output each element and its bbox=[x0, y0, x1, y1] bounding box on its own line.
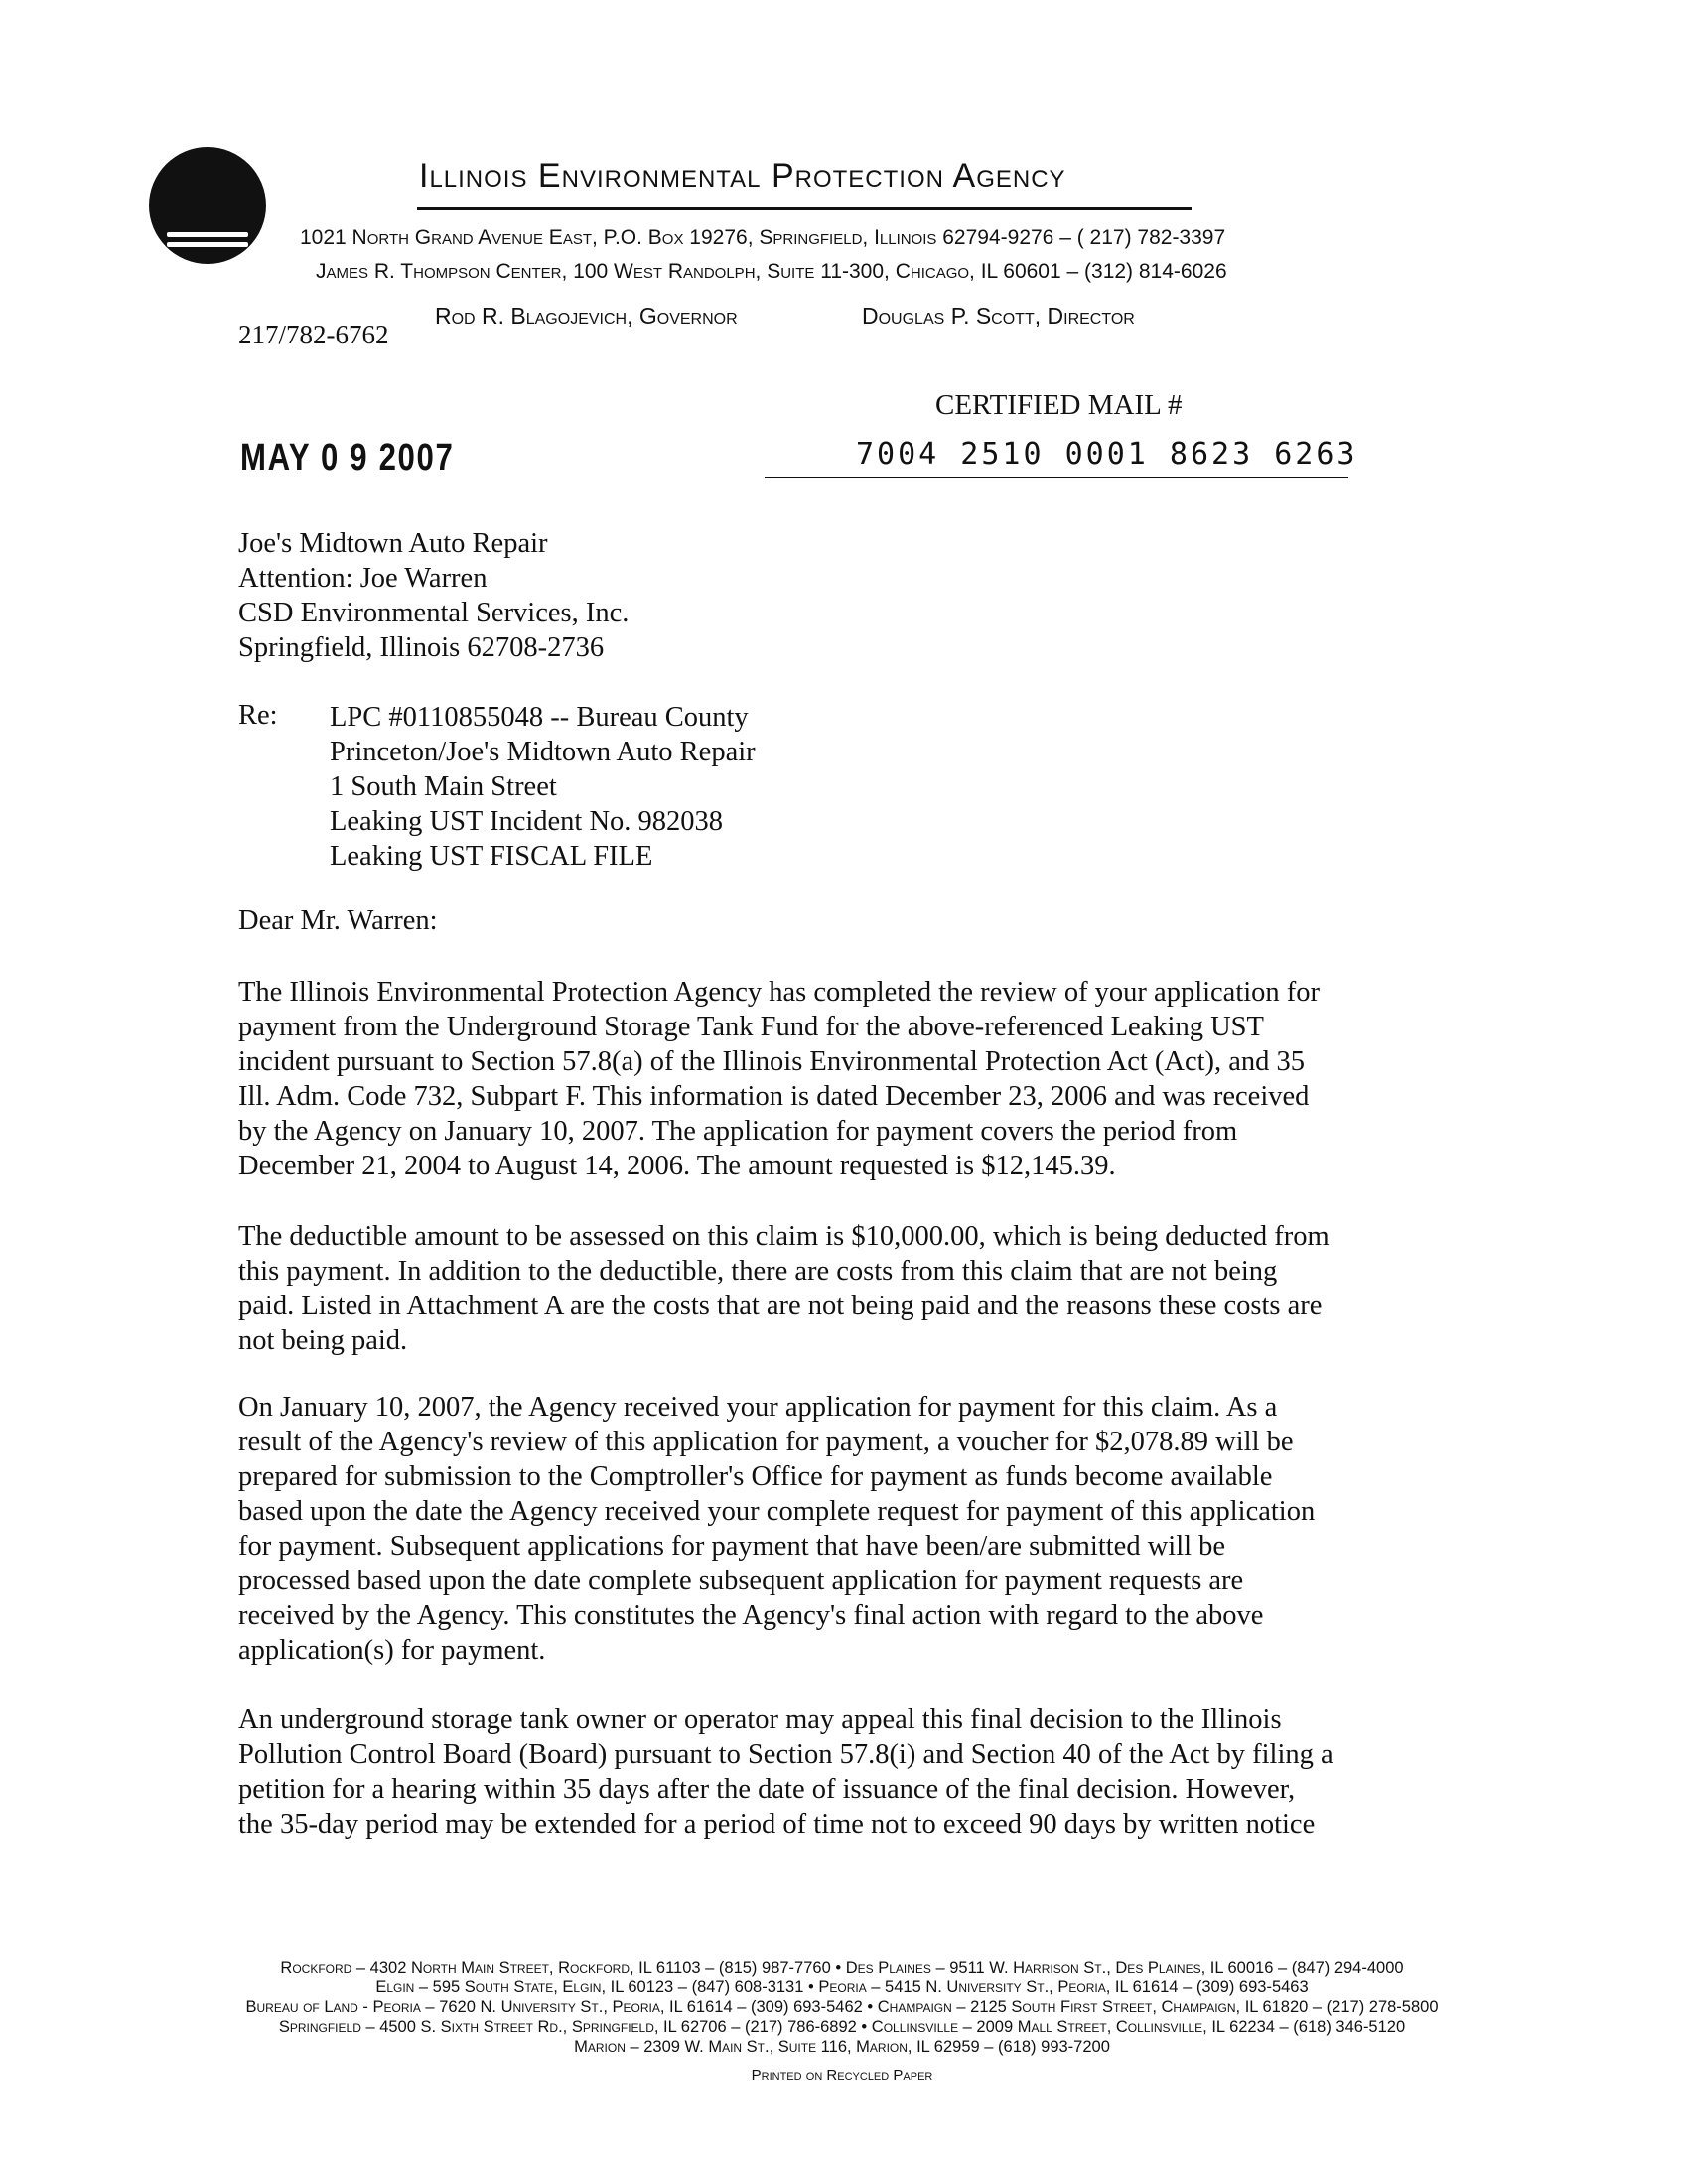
paragraph-line: On January 10, 2007, the Agency received your application for payment for this claim. As a bbox=[238, 1392, 1278, 1423]
paragraph-line: Ill. Adm. Code 732, Subpart F. This information is dated December 23, 2006 and was received bbox=[238, 1081, 1310, 1112]
paragraph-deductible bbox=[238, 1219, 1470, 1358]
certified-mail-label: CERTIFIED MAIL # bbox=[935, 389, 1183, 421]
paragraph-line: based upon the date the Agency received your complete request for payment of this application bbox=[238, 1496, 1316, 1527]
paragraph-line: An underground storage tank owner or operator may appeal this final decision to the Illinois bbox=[238, 1705, 1282, 1735]
paragraph-line: The deductible amount to be assessed on this claim is $10,000.00, which is being deducted from bbox=[238, 1221, 1330, 1252]
re-line: 1 South Main Street bbox=[330, 771, 557, 802]
salutation: Dear Mr. Warren: bbox=[238, 905, 438, 936]
re-line: Leaking UST Incident No. 982038 bbox=[330, 806, 724, 837]
paragraph-appeal bbox=[238, 1703, 1470, 1842]
paragraph-line: result of the Agency's review of this application for payment, a voucher for $2,078.89 will be bbox=[238, 1427, 1294, 1457]
paragraph-line: petition for a hearing within 35 days after the date of issuance of the final decision. However, bbox=[238, 1774, 1296, 1805]
re-line: LPC #0110855048 -- Bureau County bbox=[330, 702, 749, 733]
governor: Rod R. Blagojevich, Governor bbox=[435, 303, 738, 329]
re-line: Princeton/Joe's Midtown Auto Repair bbox=[330, 737, 756, 767]
recycled-paper-note: Printed on Recycled Paper bbox=[751, 2067, 933, 2084]
certified-mail-underline bbox=[765, 477, 1348, 478]
date-stamp: MAY 0 9 2007 bbox=[240, 437, 455, 478]
paragraph-line: processed based upon the date complete subsequent application for payment requests are bbox=[238, 1566, 1244, 1596]
address-springfield: 1021 North Grand Avenue East, P.O. Box 19276, Springfield, Illinois 62794-9276 – ( 217) 782-3397 bbox=[300, 226, 1226, 249]
paragraph-line: received by the Agency. This constitutes the Agency's final action with regard to the above bbox=[238, 1600, 1264, 1631]
agency-seal-icon bbox=[149, 147, 266, 264]
paragraph-line: Pollution Control Board (Board) pursuant to Section 57.8(i) and Section 40 of the Act by filing a bbox=[238, 1739, 1333, 1770]
paragraph-line: incident pursuant to Section 57.8(a) of the Illinois Environmental Protection Act (Act), and 35 bbox=[238, 1046, 1306, 1077]
footer-line: Springfield – 4500 S. Sixth Street Rd., Springfield, IL 62706 – (217) 786-6892 • Collinsville – 2009 Mall Street, Collinsville, IL 62234 – (618) 346-5120 bbox=[278, 2018, 1406, 2036]
paragraph-line: paid. Listed in Attachment A are the costs that are not being paid and the reasons these costs are bbox=[238, 1291, 1323, 1321]
paragraph-line: not being paid. bbox=[238, 1325, 408, 1356]
address-chicago: James R. Thompson Center, 100 West Randolph, Suite 11-300, Chicago, IL 60601 – (312) 814-6026 bbox=[316, 260, 1227, 283]
paragraph-voucher bbox=[238, 1390, 1470, 1668]
regional-offices-footer bbox=[0, 1958, 1684, 2057]
paragraph-line: application(s) for payment. bbox=[238, 1635, 546, 1666]
certified-mail-number: 7004 2510 0001 8623 6263 bbox=[856, 437, 1358, 472]
agency-name: Illinois Environmental Protection Agency bbox=[419, 157, 1066, 195]
footer-line: Marion – 2309 W. Main St., Suite 116, Marion, IL 62959 – (618) 993-7200 bbox=[574, 2038, 1110, 2056]
footer-line: Bureau of Land - Peoria – 7620 N. University St., Peoria, IL 61614 – (309) 693-5462 • Champaign – 2125 South First Street, Champaign, IL 61820 – (217) 278-5800 bbox=[245, 1998, 1439, 2016]
letterhead-divider bbox=[417, 207, 1192, 210]
recipient-line: CSD Environmental Services, Inc. bbox=[238, 598, 630, 628]
recipient-address bbox=[238, 526, 629, 665]
re-block bbox=[330, 700, 756, 874]
paragraph-line: December 21, 2004 to August 14, 2006. The amount requested is $12,145.39. bbox=[238, 1151, 1116, 1181]
paragraph-line: prepared for submission to the Comptroller's Office for payment as funds become available bbox=[238, 1461, 1273, 1492]
paragraph-review bbox=[238, 975, 1470, 1183]
recipient-line: Joe's Midtown Auto Repair bbox=[238, 528, 548, 559]
recipient-line: Springfield, Illinois 62708-2736 bbox=[238, 632, 605, 663]
director: Douglas P. Scott, Director bbox=[862, 303, 1135, 329]
paragraph-line: payment from the Underground Storage Tank Fund for the above-referenced Leaking UST bbox=[238, 1012, 1264, 1042]
paragraph-line: the 35-day period may be extended for a period of time not to exceed 90 days by written notice bbox=[238, 1809, 1316, 1840]
paragraph-line: by the Agency on January 10, 2007. The application for payment covers the period from bbox=[238, 1116, 1238, 1147]
re-line: Leaking UST FISCAL FILE bbox=[330, 841, 653, 872]
paragraph-line: this payment. In addition to the deductible, there are costs from this claim that are not being bbox=[238, 1256, 1278, 1287]
footer-line: Rockford – 4302 North Main Street, Rockford, IL 61103 – (815) 987-7760 • Des Plaines – 9511 W. Harrison St., Des Plaines, IL 60016 – (847) 294-4000 bbox=[280, 1959, 1404, 1977]
re-label: Re: bbox=[238, 700, 278, 731]
sender-phone: 217/782-6762 bbox=[238, 320, 389, 349]
paragraph-line: The Illinois Environmental Protection Agency has completed the review of your application for bbox=[238, 977, 1321, 1008]
recipient-line: Attention: Joe Warren bbox=[238, 563, 488, 594]
footer-line: Elgin – 595 South State, Elgin, IL 60123 – (847) 608-3131 • Peoria – 5415 N. University St., Peoria, IL 61614 – (309) 693-5463 bbox=[375, 1979, 1309, 1996]
paragraph-line: for payment. Subsequent applications for payment that have been/are submitted will be bbox=[238, 1531, 1226, 1562]
